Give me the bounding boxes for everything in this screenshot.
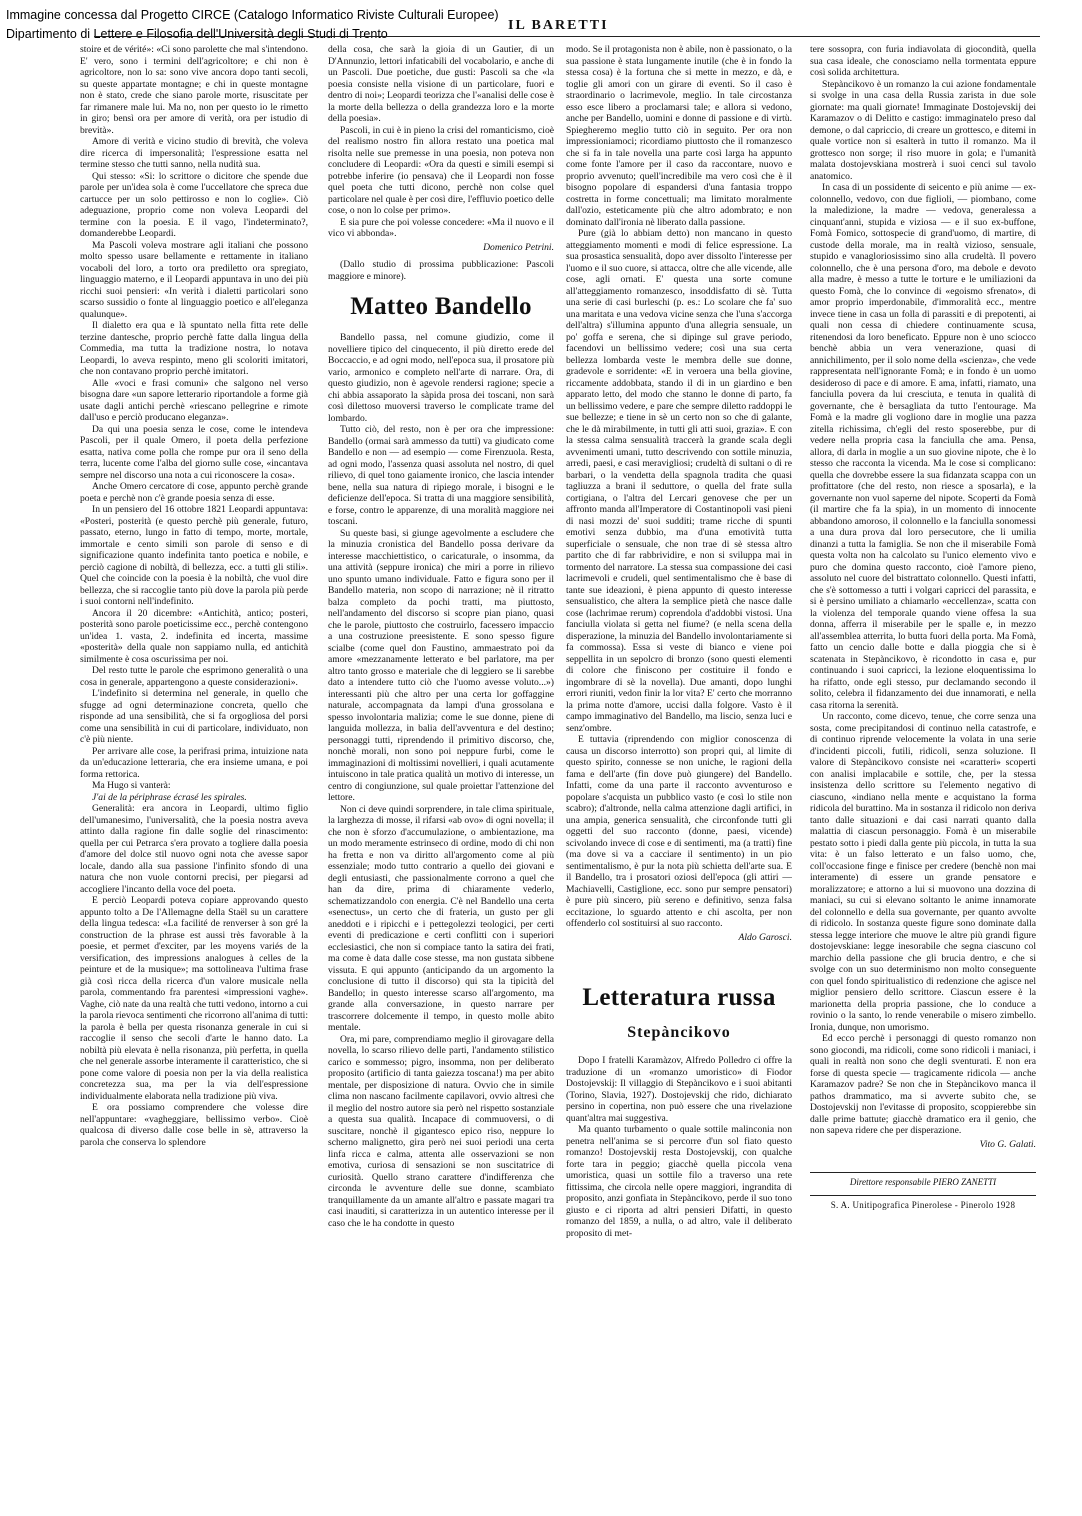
source-note: (Dallo studio di prossima pubblicazione: Pascoli maggiore e minore).	[328, 259, 554, 282]
footer-rule	[810, 1172, 1036, 1173]
paragraph: Ma Hugo si vanterà:	[92, 780, 171, 791]
paragraph: L'indefinito si determina nel generale, in quello che sfugge ad ogni determinazione concreta, quello che risponde ad una sensibilità, che si fa orgogliosa del porsi come una sensibilità in cui di particolare, individuato, non c'è più niente.	[80, 688, 308, 745]
paragraph: Non ci deve quindi sorprendere, in tale clima spirituale, la larghezza di mosse, il rifarsi «ab ovo» di ogni novella; il che non è sforzo d'accumulazione, o ambientazione, ma un modo meramente estrinseco di ordine, modo di chi non ha fretta e non va diritto all'argomento come al più essenziale; modo tutto contrario a quello dei giovani e degli entusiasti, che passionalmente corrono a quel che han da dire, prima di chiaramente vederlo, schematizzandolo con energia. C'è nel Bandello una certa «senectus», un certo che di frateria, un gusto per gli aneddoti e i ripicchi e i pettegolezzi teologici, per certi eventi di predicazione e certi conflitti con i superiori ecclesiastici, che non si compiace tanto la satira dei frati, ma come è data dalle cose stesse, ma non gustata sibbene vissuta. E qui appunto (anticipando da un argomento la conclusione di tutto il discorso) qui sta la tipicità del Bandello; in questo interesse scarso all'argomento, ma grande alla conversazione, in questo narrare per trascorrere dolcemente il tempo, in questo molle abito mentale.	[328, 803, 554, 1033]
article-subtitle: Stepàncikovo	[627, 1024, 731, 1041]
column-2	[328, 44, 554, 1508]
image-credit-line-1: Immagine concessa dal Progetto CIRCE (Catalogo Informatico Riviste Culturali Europee)	[6, 8, 499, 22]
article-title-russian-literature: Letteratura russa	[582, 984, 776, 1011]
author-signature: Vito G. Galati.	[979, 1138, 1036, 1150]
paragraph: Ma quanto turbamento o quale sottile malinconia non penetra nell'anima se si percorre d'un sol fiato questo romanzo! Dostojevskij resta Dostojevskij, con qualche forte tara in peggio; giacchè quella piccola vena umoristica, quasi un sottile filo a traverso una rete fittissima, che circola nelle opere maggiori, ingrandita di proposito, anzi gonfiata in Stepàncikovo, perde il suo tono giusto e ci riporta ad altri pensieri Difatti, in questo romanzo del 1859, a nulla, o ad altro, vale il deliberato proposito di met-	[566, 1124, 792, 1239]
paragraph: Ora, mi pare, comprendiamo meglio il girovagare della novella, lo scarso rilievo delle parti, l'andamento stilistico carico e sommesso; pigro, insomma, non per deliberato proposito (artificio di tanta gaiezza toscana!) ma per abito mentale, per disposizione di natura. Ovvio che in simile clima non nascano facilmente capilavori, ovvio altresì che il meglio del nostro autore sia però nel rispetto sostanziale a questa sua qualità. Incapace di commuoversi, o di suscitare, nonchè il gigantesco epico riso, neppure lo scherno malignetto, gira però nei suoi periodi una certa linfa ricca e calma, attenta alle osservazioni se non emotiva, curiosa di sensazioni se non suscitatrice di curiosità. Quello strano carattere d'indifferenza che circonda le avventure delle sue donne, scambiato tranquillamente da un amante all'altro e passate magari tra casi inauditi, si caratterizza in un autentico interesse per il caso che le ha condotte in questo	[328, 1033, 554, 1229]
image-credit-line-2: Dipartimento di Lettere e Filosofia dell'Università degli Studi di Trento	[6, 27, 388, 41]
author-signature: Domenico Petrini.	[483, 241, 554, 253]
paragraph: Anche Omero cercatore di cose, appunto perchè grande poeta e perchè non c'è grande poesia senza di esse.	[80, 481, 308, 504]
paragraph: Ma Pascoli voleva mostrare agli italiani che possono molto spesso usare bellamente e rettamente in italiano vocaboli del loro, a torto ora prediletto ora spregiato, linguaggio materno, e il Leopardi appuntava in uno dei più ricchi suoi pensieri: «In verità i dialetti particolari sono scarso sussidio o fonte al linguaggio poetico e all'eleganza qualunque».	[80, 239, 308, 320]
paragraph: E perciò Leopardi poteva copiare approvando questo appunto tolto a De l'Allemagne della Staël su un carattere della lingua tedesca: «La facilité de renverser à son gré la construction de la phrase est aussi très favorable à la poesie, et permet d'exciter, par les moyens variés de la versification, des impressions analogues à celles de la peinture et de la musique»; ma sottolineava l'ultima frase già così ricca della ricerca d'un valore musicale nella parola, commentando fra parentesi «impressioni vaghe». Vaghe, ciò nate da una realtà che tutti vedono, intorno a cui la parola rievoca sentimenti che ricorrono all'anima di tutti: la parola è bella per questa risonanza generale in cui si raccoglie il senso che secoli d'arte le hanno dato. La nobiltà più elevata è nella risonanza, più perfetta, in quella che nel generale assorbe interamente il caratteristico, che si pone come valore di poesia non per la via della realistica concretezza sua, ma per la via dell'espressione individualmente elaborata nella tradizione più viva.	[80, 895, 308, 1102]
paragraph: Stepàncikovo è un romanzo la cui azione fondamentale si svolge in una casa della Russia zarista in due sole giornate: ma quali giornate! Immaginate Dostojevskij dei Karamazov o di Delitto e castigo: immaginatelo preso dal demone, o dal capriccio, di creare un grottesco, e ditemi in quale vortice non si esalterà in tutto il romanzo. Ma il grottesco non sorge; il riso muore in gola; e l'umanità malata dostojevskiana mostrerà i suoi cenci sul tavolo anatomico.	[810, 78, 1036, 182]
header-rule	[94, 36, 1040, 37]
paragraph: Amore di verità e vicino studio di brevità, che voleva dire ricerca di impersonalità; l'espressione esatta nel termine stesso che tutti sanno, nella nudità sua.	[80, 136, 308, 170]
paragraph: E tuttavia (riprendendo con miglior conoscenza di causa un discorso interrotto) son propri qui, al limite di questo spirito, connesse se non uniche, le ragioni della fama e dell'arte (fin dove può giungere) del Bandello. Infatti, come da una parte il racconto avventuroso e popolare s'acquista un pubblico vasto (e così lo stile non scabro); d'altronde, nella calma attenzione dagli artifici, in una ampia, generica sensualità, che circonfonde tutti gli oggetti del suo racconto (donne, paesi, vicende) scivolando invece di cose e di sentimenti, ma (a tratti) fine (ma dove si va a cacciare il sentimento) in un pio sentimentalismo, è pur la nota più schietta dell'arte sua. E il Bandello, tra i prosatori oziosi dell'epoca (gli attiri — Machiavelli, Castiglione, ecc. sono pur sempre pensatori) è pure più sincero, più sereno e definitivo, senza falsa eccitazione, lo sguardo attento e chi ascolta, per non offenderlo col sostituirsi al suo racconto.	[566, 734, 792, 929]
paragraph: Su queste basi, si giunge agevolmente a escludere che la minuzia cronistica del Bandello possa derivare da interesse macchiettistico, o caricaturale, o insomma, da una attività (seppure ironica) che miri a porre in rilievo uno spunto umano individuale. Fatto e figura sono per il Bandello materia, non scopo di narrazione; nè il ritratto balza completo da pochi tratti, ma piuttosto, nell'andamento del discorso si scopre pian piano, quasi che le parole, piuttosto che costruirlo, facessero impaccio a una costruzione preesistente. E sono spesso figure scialbe (come quel don Faustino, ammaestrato poi da amore «mezzanamente letterato e bel parlatore, ma per altro tanto grosso e materiale che di leggiero se li sarebbe dato a intendere tutto ciò che l'uomo avesse voluto...») interessanti più che altro per una certa lor goffaggine naturale, accompagnata da lampi d'una grossolana e spesso involontaria malizia; come le sue donne, piene di languida mollezza, in balia dell'avventura e del destino; personaggi tutti, riprendendo il primitivo discorso, che, nonchè morali, non sono poi neppure furbi, come le immaginazioni di moltissimi novellieri, i quali acutamente intuiscono in tale pratica qualità un motivo di interesse, un centro di congiunzione, sul quale proiettar l'attenzione del lettore.	[328, 527, 554, 803]
paragraph: Bandello passa, nel comune giudizio, come il novelliere tipico del cinquecento, il più diretto erede del Boccaccio, e ad ogni modo, nell'epoca sua, il prosatore più vario, armonico e completo nell'arte di narrare. Ora, di questo giudizio, non è agevole rendersi ragione; specie a chi abbia assaporato la sàpida prosa dei toscani, non sarà così dilettoso muoversi traverso le complicate trame del lombardo.	[328, 332, 554, 424]
paragraph: E ora possiamo comprendere che volesse dire nell'appuntare: «vagheggiare, bellissimo verbo». Cioè qualcosa di diverso dalle cose belle in sè, attraverso la parola che conserva lo splendore	[80, 1102, 308, 1148]
section-gap	[566, 949, 792, 973]
paragraph: Un racconto, come dicevo, tenue, che corre senza una sosta, come precipitandosi di continuo nella catastrofe, e di continuo riprende velocemente la volata in una serie d'incidenti piccoli, futili, ridicoli, senza soluzione. Il valore di Stepàncikovo consiste nei «caratteri» scoperti con analisi implacabile e sottile, che, per la stessa insistenza dello scrittore su l'elemento negativo di ciascuno, «indiano nella mente e acquistano la forma ridicola del burattino. Ma in sostanza il ridicolo non deriva tanto dalle situazioni e dai casi narrati quanto dalla malattia di ciascun personaggio. Fomà è un miserabile pestato sotto i piedi dalla gente più piccola, in tutta la sua vita: è un falso letterato e un falso uomo, che, coll'occasione finge e finisce per credere (benchè non mai interamente) di essere un grande pensatore e moralizzatore; e attorno a lui si muovono una dozzina di maniaci, su cui si elevano soltanto le anime innamorate del colonnello e della sua governante, per quanto avvolte di ridicolo. In sostanza queste figure sono dominate dalla stessa legge interiore che muove le altre più grandi figure dostojevskiane: legge inesorabile che segna ciascuno col marchio della passione che gli brucia dentro, e che si svolge con un suo determinismo non molto conseguente con quel fondo spiritualistico di redenzione che agisce nel miglior pensiero dello scrittore. Ciascun essere è la marionetta della propria passione, che lo conduce a rovinio o la santo, lo rende venerabile o misero zimbello. Ironia, dunque, non umorismo.	[810, 711, 1036, 1033]
article-title-bandello: Matteo Bandello	[350, 293, 532, 320]
paragraph: In un pensiero del 16 ottobre 1821 Leopardi appuntava: «Posteri, posterità (e questo perchè più generale, futuro, passato, eterno, lungo in fatto di tempo, morte, mortale, immortale e cento simili son parole di senso e di significazione quanto indefinita tanto poetica e nobile, e perciò cagione di nobiltà, di bellezza, ecc. a tutti gli stili». Quel che coincide con la poesia è la nobiltà, che vuol dire bellezza, che si raccoglie tanto più dove la parola più perde i suoi contorni nell'indefinito.	[80, 504, 308, 607]
column-4	[810, 44, 1036, 1508]
paragraph: modo. Se il protagonista non è abile, non è passionato, o la sua passione è stata lungamente inutile (che è in fondo la stessa cosa) è la fortuna che si mette in mezzo, e dà, e toglie gli amori con un girare di eventi. So il caso è straordinario o lacrimevole, meglio. In tale circostanza esso esce libero a proclamarsi tale; e allora si vedono, anche per Bandello, uomini e donne di passione e di virtù. Spiegheremo meglio tutto ciò in seguito. Per ora non impressioniamoci; ricordiamo piuttosto che il romanzesco che si fa in tale novella una parte così larga ha appunto come fonte l'amore per il caso da raccontare, nuovo e proprio avvenuto; quell'incredibile ma vero così che è il bisogno popolare di espandersi d'una fantasia troppo costretta in forme concettuali; ma limitato moralmente dall'ozio, esteticamente più che altro adombrato; e non dominato dall'ironia nè liberato dalla passione.	[566, 44, 792, 228]
paragraph: Ancora il 20 dicembre: «Antichità, antico; posteri, posterità sono parole poeticissime ecc., perchè contengono un'idea 1. vasta, 2. indefinita ed incerta, massime «posterità» della quale non sappiamo nulla, ed antichità similmente è cosa oscurissima per noi.	[80, 607, 308, 665]
paragraph: Generalità: era ancora in Leopardi, ultimo figlio dell'umanesimo, l'universalità, che la poesia nostra aveva attinto dalla ragione fin dalle soglie del rinascimento: quella per cui Petrarca s'era provato a togliere dalla poesia d'amore del dolce stil nuovo ogni nota che avesse sapor locale, dando alla sua passione l'infinito sfondo di una natura che non vuole contorni precisi, per piegarsi ad accogliere l'incanto della voce del poeta.	[80, 803, 308, 895]
column-1	[80, 44, 308, 1508]
paragraph: Ed ecco perchè i personaggi di questo romanzo non sono giocondi, ma ridicoli, come sono ridicoli i maniaci, i quali in realtà non sono che degli sventurati. E non era forse di questa specie — tragicamente ridicola — anche Karamazov padre? Se non che in Stepàncikovo manca il pathos drammatico, ma si avverte subito che, se Dostojevskij non l'evitasse di proposito, scoppierebbe sin dalle prime battute; giacchè dramatico era il genio, che non sapeva ridere che per disperazione.	[810, 1033, 1036, 1136]
paragraph: Qui stesso: «Si: lo scrittore o dicitore che spende due parole per un'idea sola è come l'uccellatore che spreca due cartucce per un solo pettirosso e non lo coglie». Ciò adeguazione, proprio come non voleva Leopardi del termine con la poesia. E il vago, l'indeterminato?, domanderebbe Leopardi.	[80, 170, 308, 239]
column-3	[566, 44, 792, 1508]
printer-line: S. A. Unitipografica Pinerolese - Pinerolo 1928	[810, 1195, 1036, 1212]
paragraph: Per arrivare alle cose, la perifrasi prima, intuizione nata da un'educazione letteraria, che era insieme umana, e poi forma rettorica.	[80, 745, 308, 780]
paragraph: Tutto ciò, del resto, non è per ora che impressione: Bandello (ormai sarà ammesso da tutti) va giudicato come Bandello e non — ad esempio — come Firenzuola. Resta, ad ogni modo, l'assenza quasi assoluta nel nostro, di quel rilievo, di quel tono gaiamente ironico, che lascia intender bene, nella sua natura di ripiego morale, i bisogni e le deficienze dell'epoca. Si tratta di una maggiore sensibilità, e forse, contro le apparenze, di una moralità maggiore nei toscani.	[328, 424, 554, 527]
paragraph: tere sossopra, con furia indiavolata di giocondità, quella sua casa ideale, che conosciamo nella tormentata eppure così solida architettura.	[810, 44, 1036, 78]
paragraph: Pascoli, in cui è in pieno la crisi del romanticismo, cioè del realismo nostro fin allora restato una poetica mal risolta nelle sue premesse in una poesia, non poteva non concludere di Leopardi: «Ora da questi e simili esempi si potrebbe inferire (io pensava) che il Leopardi non fosse quel poeta che tutti dicono, perchè non colse quel particolare nel quale è per così dire, l'effluvio poetico delle cose, o non lo colse per primo».	[328, 124, 554, 216]
paragraph: E sia pure che poi volesse concedere: «Ma il nuovo e il vico vi abbonda».	[328, 216, 554, 239]
paragraph: Del resto tutte le parole che esprimono generalità o una cosa in generale, appartengono a queste considerazioni».	[80, 665, 308, 688]
paragraph: In casa di un possidente di seicento e più anime — ex-colonnello, vedovo, con due figlioli, — piombano, come la maledizione, la madre — vedova, generalessa a cinquant'anni, stupida e viziosa — e il suo ex-buffone, Fomà Fomico, sottospecie di grand'uomo, di martire, di custode della morale, ma in realtà vizioso, sensuale, stupido e vanagloriosissimo sino alla crudeltà. Il povero colonnello, che è una persona d'oro, ma debole e devoto alla madre, è messo a tutte le torture e le umiliazioni da questo Fomà, che lo convince di «egoismo sfrenato», di amor proprio imperdonabile, d'immoralità ecc., mentre invece tiene in casa un folla di parassiti e di prepotenti, ai quali non cessa di chiedere continuamente scusa, ritenendosi da loro beneficato. Eppure non è uno sciocco benchè abbia un vera venerazione, quasi di annichilimento, per il solo nome della «scienza», che vede rappresentata nell'ignorante Fomà; e in fondo è un uomo desideroso di pace e di amore. E ama, infatti, riamato, una fanciulla povera da lui cresciuta, e tenuta in qualità di governante, che è bersagliata da tutto l'entourage. Ma Fomà e la madre gli vogliono dare in moglie una pazza zitella richissima, ch'egli del resto sposerebbe, pur di vedere nella propria casa la fanciulla che ama. Pensa, allora, di darla in moglie a un suo giovine nipote, che è lo stesso che racconta la vicenda. Ma le cose si complicano: quella che dovrebbe essere la sua fidanzata scappa con un profittatore (che del resto, non riesce a sposarla), e la governante non vuol saperne del nipote. Scoperti da Fomà (il martire che fa la spia), in un momento di innocente abbandono amoroso, il colonnello e la fanciulla sonomessi a una dura prova dal loro persecutore, che li umilia dinanzi a tutta la famiglia. Se non che il miserabile Fomà questa volta non ha calcolato su l'unico elemento vivo e puro che domina questo racconto, cioè l'amore pieno, assoluto nel cuore del bistrattato colonnello. Questi infatti, che s'è sottomesso a tutti i volgari capricci del parassita, e si è persino umiliato a chiamarlo «eccellenza», scatta con la violenza del temporale quando viene offesa la sua donna, afferra il miserabile per le spalle e, in mezzo all'assemblea atterrita, lo butta fuori della porta. Ma Fomà, fatto un cencio dalle botte e dalla pioggia che si è scatenata in Stepàncikovo, è ricondotto in casa e, pur continuando i suoi capricci, la lezione eloquentissima lo ha rifatto, onde egli stesso, pur declamando secondo il solito, celebra il fidanzamento dei due innamorati, e nella casa ritorna la serenità.	[810, 182, 1036, 711]
paragraph: della cosa, che sarà la gioia di un Gautier, di un D'Annunzio, lettori infaticabili del vocabolario, e anche di un Pascoli. Due poetiche, due gusti: Pascoli sa che «la poesia consiste nella visione di un particolare, fuori e dentro di noi»; Leopardi teorizza che l'«analisi delle cose è la morte della bellezza o della grandezza loro e la morte della poesia».	[328, 44, 554, 124]
paragraph: Il dialetto era qua e là spuntato nella fitta rete delle terzine dantesche, proprio perchè fatte dalla lingua della Commedia, ma tutta la tradizione nostra, lo notava Leopardi, lo aveva respinto, meno gli scoloriti imitatori, che non contavano proprio perchè imitatori.	[80, 320, 308, 377]
paragraph: stoire et de vérité»: «Ci sono parolette che mal s'intendono. E' vero, sono i termini dell'agricoltore; e chi non è agricoltore, non lo sa: sono vive ancora dopo tanti secoli, su queste appartate montagne; e chi in queste montagne non è stato, crede che siano parole morte, risuscitate per far rimanere male lui. Ma no, non per questo io le rimetto in giro; bensì ora per amore di verità, ora per istudio di brevità».	[80, 44, 308, 136]
paragraph: Da qui una poesia senza le cose, come le intendeva Pascoli, per il quale Omero, il poeta della perfezione esatta, nativa come polla che rompe pur ora il seno della terra, lucente come l'alba del giorno sulle cose, «incantava sempre nel discorso una nota a cui riconoscere la cosa».	[80, 423, 308, 481]
journal-running-title: IL BARETTI	[508, 18, 609, 33]
author-signature: Aldo Garosci.	[738, 931, 792, 943]
paragraph: Dopo I fratelli Karamàzov, Alfredo Polledro ci offre la traduzione di un «romanzo umoristico» di Fiodor Dostojevskij: Il villaggio di Stepàncikovo e i suoi abitanti (Torino, Slavia, 1927). Dostojevskij che rido, dichiarato persino in copertina, non può essere che una rivelazione quant'altra mai suggestiva.	[566, 1055, 792, 1124]
director-line: Direttore responsabile PIERO ZANETTI	[849, 1177, 997, 1187]
quoted-verse: J'ai de la périphrase écrasé les spirales.	[92, 791, 247, 803]
paragraph: Pure (già lo abbiam detto) non mancano in questo atteggiamento momenti e modi di felice espressione. La sua prosastica sensualità, dopo aver dissolto l'interesse per l'uomo e il suo cuore, si attacca, oltre che alle vicende, alle cose, agli ornati. E' questa una sorte comune all'atteggiamento romanzesco, insoddisfatto di sè. Tutta una serie di casi burleschi (p. es.: Lo scolare che fa' suo una maritata e una vedova vicine senza che l'una s'accorga dell'altra) s'illumina appunto d'una allegria sensuale, un po' goffa e serena, che si dipinge sul grave periodo, facendovi un bellissimo vedere; così una sua certa bellezza lombarda veste le membra delle sue donne, gradevole e sorridente: «E in veroera una bella giovine, riccamente addobbata, stando il di in un giardino e ben apparato letto, del modo che stanno le donne di parto, fa un bellissimo vedere, e pare che sempre diletto raddoppi le sue bellezze; e tiene in sè un certo non so che di galante, che le dà mirabilmente, in tutti gli atti suoi, grazia». E con la stessa calma sensualità traccerà la grande scala degli avvenimenti umani, tutto descrivendo con sottile minuzia, arredi, paesi, e casi meravigliosi; crudeltà di sultani o di re barbari, o la vendetta della spagnola tradita che quasi tagliuzza a brani il seduttore, o quella del frate sulla cortigiana, o l'altra del Lercari genovese che per un affronto manda all'Imperatore di Costantinopoli vasi pieni di nasi mozzi de' suoi sudditi; trame ricche di spunti emotivi senza dubbio, ma d'una emotività tutta superficiale o sensuale, che non trae di sè stessa altro partito che di far rabbrividire, e non si sviluppa mai in tormento del narratore. La stessa sua compassione dei casi lacrimevoli e crudeli, quel sentimentalismo che è base di tante sue ideazioni, è piena appunto di questo interesse sensualistico, che altera la semplice pietà che nasce dalle cose (lachrimae rerum) coprendola d'addobbi vistosi. Una fanciulla violata si getta nel fiume? (e nella scena della disperazione, la minuzia del Bandello involontariamente si fa commossa). Essa si veste di bianco e viene poi seppellita in un sepolcro di bronzo (sono questi elementi di colore che finiscono per costituire il fondo e ingombrare di sè la novella). Due amanti, dopo lunghi errori riuniti, vedon finir la lor vita? E' certo che morranno la prima notte d'amore, uccisi dalla folgore. Vasto è il campo immaginativo del Bandello, ma liscio, senza luci e senz'ombre.	[566, 228, 792, 734]
paragraph: Alle «voci e frasi comuni» che salgono nel verso bisogna dare «un sapore letterario riportandole a forme già usate dagli antichi perchè «riescano pellegrine e rimote dall'uso e perciò producano eleganza».	[80, 377, 308, 423]
